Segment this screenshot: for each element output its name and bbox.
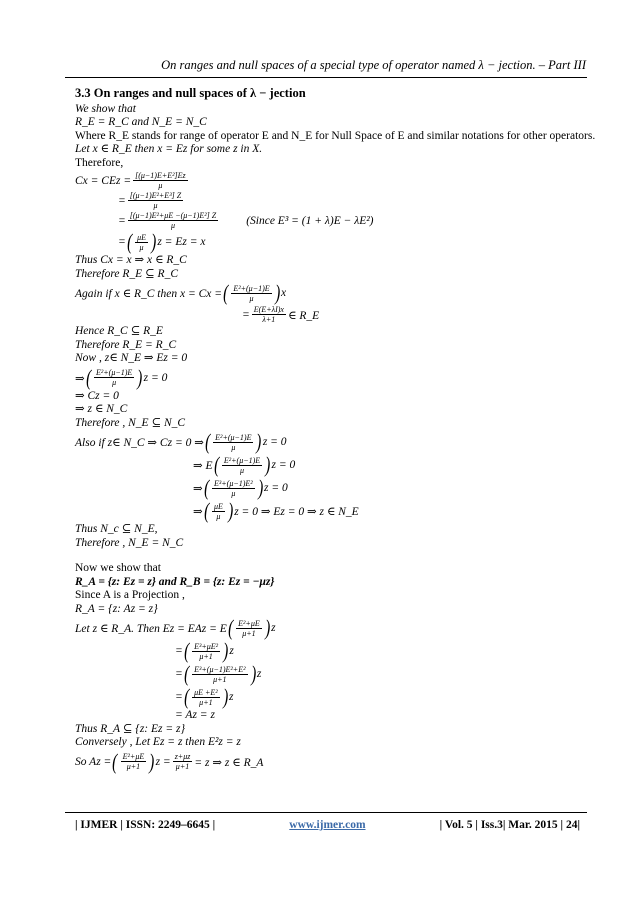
equation-line: = $\frac{E(E+\lambda I)x}{\lambda+1}$ ∈ R_E [242,305,320,324]
text-line: R_A = {z: Az = z} [75,602,158,615]
text-line: Thus R_A ⊆ {z: Ez = z} [75,722,186,735]
equation-line: = $\frac{\text{[(μ−1)E²+μE −(μ−1)E²] Z}}{\mu}$ (Since E³ = (1 + λ)E − λE²) [118,211,374,230]
header-rule [65,77,587,78]
text-line: Therefore R_E = R_C [75,338,177,351]
text-line: R_A = {z: Ez = z} and R_B = {z: Ez = −μz} [75,575,275,588]
footer-journal: | IJMER | ISSN: 2249–6645 | [75,819,216,831]
text-line: = Az = z [175,709,215,721]
text-line: Let x ∈ R_E then x = Ez for some z in X. [75,143,263,155]
text-line: Since A is a Projection , [75,589,185,601]
footer-url-link[interactable]: www.ijmer.com [289,819,366,831]
equation-line: Let z ∈ R_A. Then Ez = EAz = E ( $\frac{\text{E²+μE}}{\mu+1}$ ) z [75,615,276,640]
equation-line: ⇒ ( $\frac{\mu E}{\mu}$ ) z = 0 ⇒ Ez = 0 ⇒ z ∈ N_E [193,498,359,523]
page-body [75,86,596,774]
text-line: We show that [75,102,136,115]
text-line: Therefore R_E ⊆ R_C [75,267,179,280]
footer-rule [65,812,587,813]
equation-line: Also if z∈ N_C ⇒ Cz = 0 ⇒ ( $\frac{\text{E²+(μ−1)E}}{\mu}$ ) z = 0 [75,429,287,454]
equation-line: Again if x ∈ R_C then x = Cx = ( $\frac{\text{E²+(μ−1)E}}{\mu}$ ) x [75,280,287,305]
equation-line: = ( $\frac{\mu E}{\mu}$ ) z = Ez = x [118,229,206,254]
text-line: ⇒ z ∈ N_C [75,403,128,415]
text-line: Therefore , N_E = N_C [75,536,184,549]
text-line: ⇒ Cz = 0 [75,389,119,402]
text-line: Thus Cx = x ⇒ x ∈ R_C [75,254,187,266]
equation-line: = $\frac{\text{[(μ−1)E²+E³] Z}}{\mu}$ [118,191,182,210]
text-line: Conversely , Let Ez = z then E²z = z [75,736,241,748]
equation-line: ⇒ ( $\frac{\text{E³+(μ−1)E²}}{\mu}$ ) z = 0 [193,475,288,500]
text-line: Hence R_C ⊆ R_E [75,325,163,337]
text-line: Now , z∈ N_E ⇒ Ez = 0 [75,352,188,364]
equation-line: = ( $\frac{\text{E³+μE²}}{\mu+1}$ ) z [175,638,234,663]
section-title: 3.3 On ranges and null spaces of λ − jection [75,86,306,100]
equation-line: Cx = CEz = $\frac{\text{[(μ−1)E+E²]Ez}}{\mu}$ [75,171,186,190]
text-line: Thus N_c ⊆ N_E, [75,523,158,535]
equation-line: So Az = ( $\frac{\text{E²+μE}}{\mu+1}$ ) z = $\frac{z+\mu z}{\mu+1}$ = z ⇒ z ∈ R_A [75,748,264,774]
equation-line: = ( $\frac{\text{E³+(μ−1)E²+E²}}{\mu+1}$ ) z [175,661,262,686]
equation-note: (Since E³ = (1 + λ)E − λE²) [246,214,374,227]
text-line: Therefore, [75,156,124,169]
fraction: $\frac{\text{[(μ−1)E+E²]Ez}}{\mu}$ [135,171,186,190]
text-line: Therefore , N_E ⊆ N_C [75,416,186,429]
text-line: Now we show that [75,562,161,574]
text-line: Where R_E stands for range of operator E and N_E for Null Space of E and similar notations for other operators. [75,129,596,142]
equation-line: = ( $\frac{\text{μE +E²}}{\mu+1}$ ) z [175,684,234,709]
text-line: R_E = R_C and N_E = N_C [75,116,207,128]
page-footer [75,819,580,831]
fraction: $\frac{\text{[(μ−1)E²+E³] Z}}{\mu}$ [129,191,182,210]
equation-line: ⇒ ( $\frac{\text{E²+(μ−1)E}}{\mu}$ ) z = 0 [75,364,168,390]
fraction: $\frac{\text{[(μ−1)E²+μE −(μ−1)E²] Z}}{\mu}$ [129,211,217,230]
running-header: On ranges and null spaces of a special type of operator named λ − jection. – Part III [161,58,586,72]
footer-volume: | Vol. 5 | Iss.3| Mar. 2015 | 24| [439,819,580,831]
equation-line: ⇒ E ( $\frac{\text{E²+(μ−1)E}}{\mu}$ ) z = 0 [193,452,296,477]
